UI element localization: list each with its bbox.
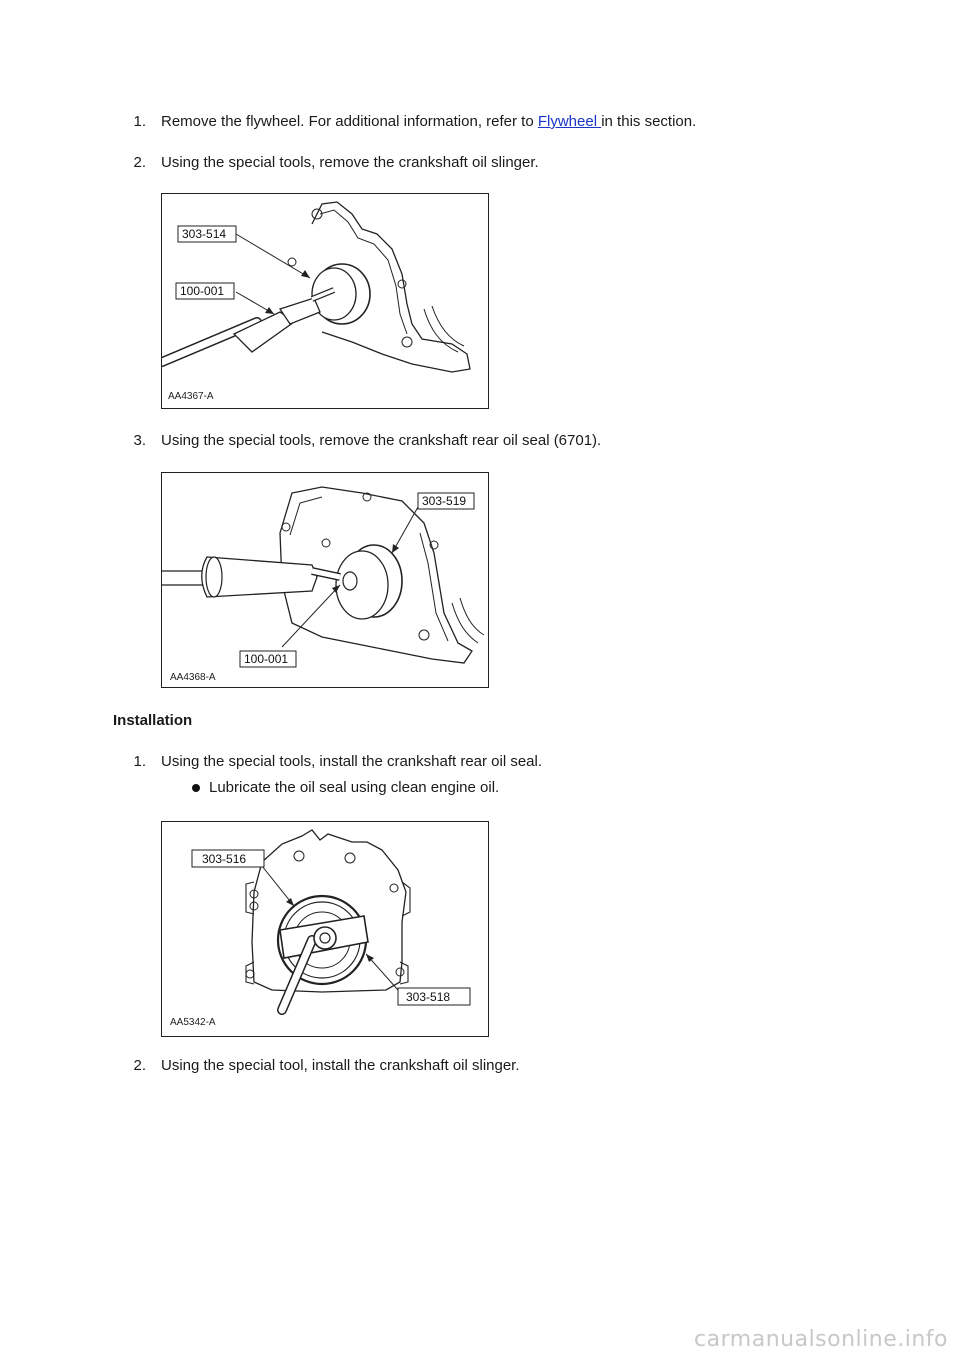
tool-label: 100-001 [244, 652, 289, 666]
installation-step-1-bullet: Lubricate the oil seal using clean engine oil. [209, 779, 500, 796]
step-number: 1. [133, 113, 146, 130]
illustration-seal-installer [162, 822, 488, 1036]
tool-label: 303-514 [182, 227, 227, 241]
figure-caption: AA5342-A [170, 1017, 216, 1028]
watermark: carmanualsonline.info [694, 1327, 948, 1352]
step-text: Using the special tools, remove the crankshaft rear oil seal (6701). [161, 432, 602, 449]
illustration-slinger-remover [162, 194, 488, 408]
installation-heading: Installation [113, 712, 193, 729]
figure-rear-seal-removal [161, 472, 489, 688]
step-text: Using the special tools, remove the crankshaft oil slinger. [161, 154, 539, 171]
bullet-icon [192, 784, 200, 792]
step-number: 3. [133, 432, 146, 449]
flywheel-link[interactable]: Flywheel [537, 113, 602, 130]
step-text: Using the special tool, install the crankshaft oil slinger. [161, 1057, 520, 1074]
figure-caption: AA4367-A [168, 391, 214, 402]
step-text: Using the special tools, install the crankshaft rear oil seal. [161, 753, 543, 770]
tool-label: 303-519 [422, 494, 467, 508]
figure-caption: AA4368-A [170, 672, 216, 683]
tool-label: 303-516 [202, 852, 247, 866]
step-number: 2. [133, 154, 146, 171]
figure-rear-seal-installation [161, 821, 489, 1037]
figure-oil-slinger-removal [161, 193, 489, 409]
tool-label: 100-001 [180, 284, 225, 298]
step-number: 2. [133, 1057, 146, 1074]
illustration-seal-remover [162, 473, 488, 687]
tool-label: 303-518 [406, 990, 451, 1004]
step-text: Remove the flywheel. For additional information, refer to Flywheel in this section. [161, 113, 697, 130]
step-number: 1. [133, 753, 146, 770]
